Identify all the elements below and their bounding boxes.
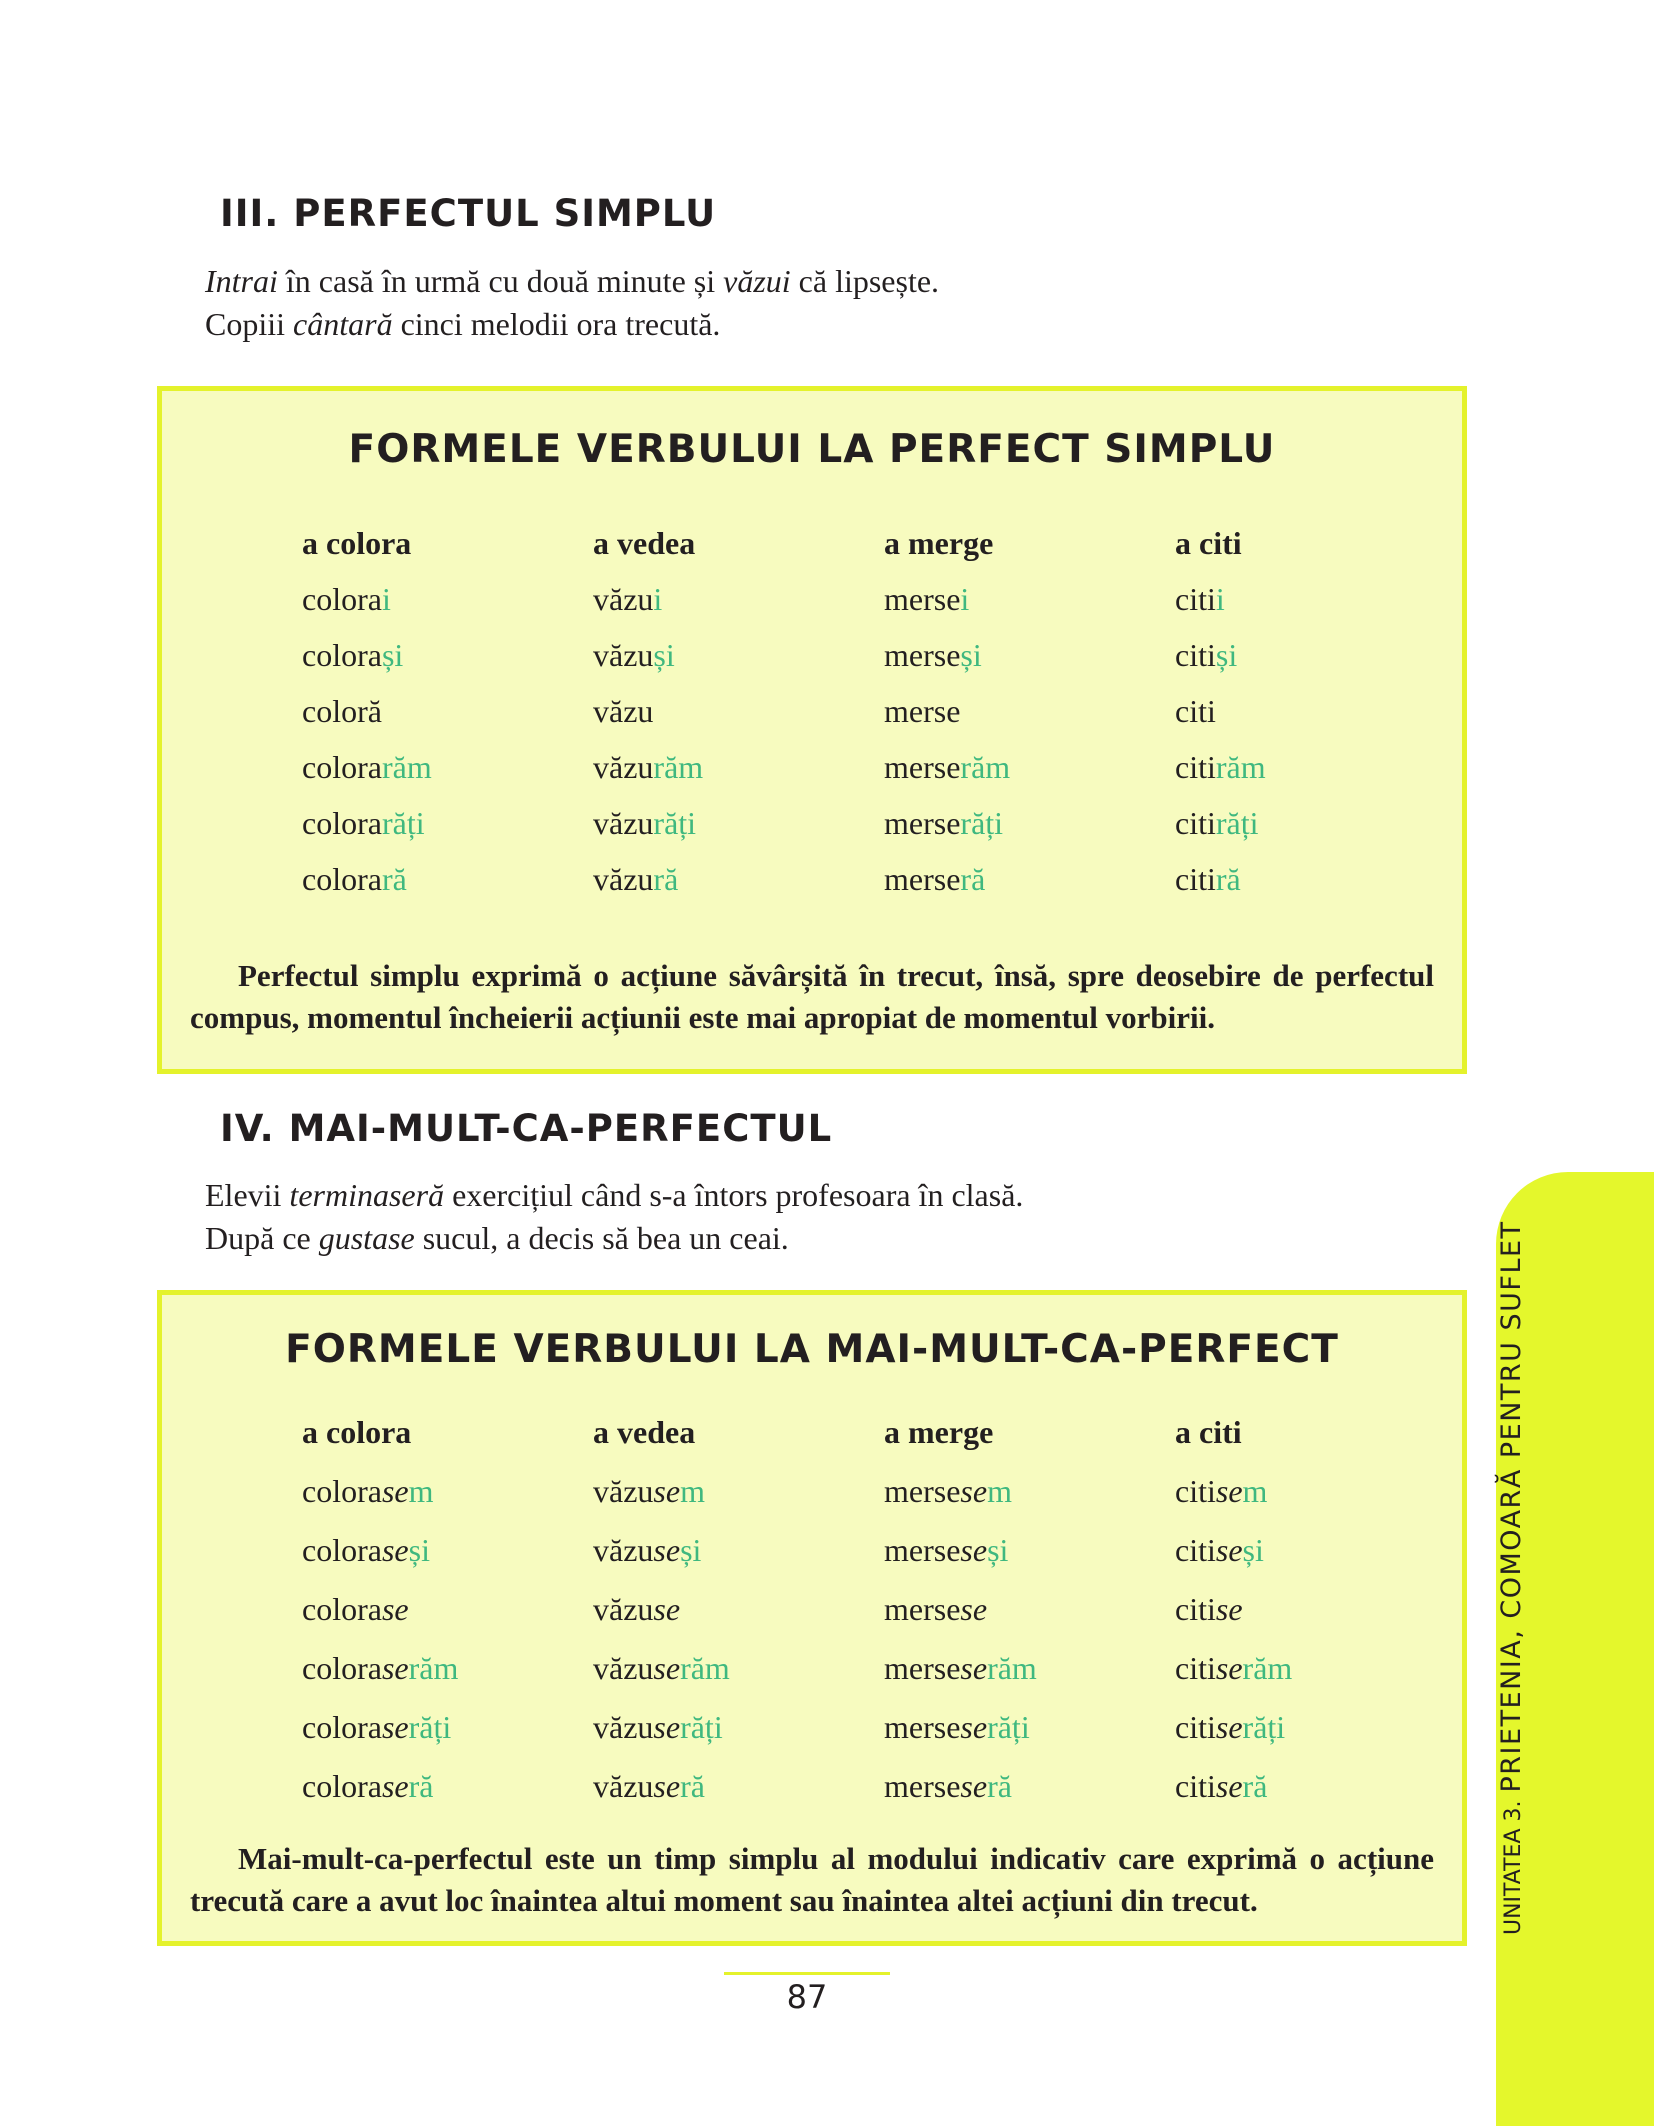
text-run: citi (1175, 1591, 1216, 1627)
italic-term: se (381, 1768, 409, 1804)
verb-ending: și (1215, 637, 1238, 673)
verb-ending: răm (1215, 749, 1266, 785)
text-run: văzu (593, 1709, 654, 1745)
text-run: văzu (593, 805, 654, 841)
verb-ending: și (1242, 1532, 1264, 1568)
verb-form (593, 739, 884, 795)
text-run: citi (1175, 1709, 1216, 1745)
verb-ending: răm (1242, 1650, 1293, 1686)
verb-ending: răți (1242, 1709, 1286, 1745)
text-run: văzu (593, 1473, 654, 1509)
italic-term: se (1215, 1709, 1243, 1745)
italic-term: se (381, 1591, 409, 1627)
verb-ending: i (653, 581, 663, 617)
italic-term: se (1215, 1591, 1243, 1627)
verb-form (884, 1462, 1175, 1521)
verb-ending: răți (987, 1709, 1030, 1745)
verb-ending: ră (680, 1768, 705, 1804)
italic-term: se (1215, 1473, 1243, 1509)
verb-form (1175, 1521, 1462, 1580)
column-header: a colora (302, 525, 412, 561)
verb-form (1175, 739, 1462, 795)
italic-term: se (960, 1768, 988, 1804)
verb-ending: răți (408, 1709, 452, 1745)
conjugation-table (302, 1403, 1462, 1816)
column-header: a citi (1175, 525, 1242, 561)
text-run: văzu (593, 1532, 654, 1568)
text-run: văzu (593, 749, 654, 785)
verb-form (302, 571, 593, 627)
column-header: a merge (884, 1414, 994, 1450)
text-run: citi (1175, 637, 1216, 673)
text-run: văzu (593, 637, 654, 673)
verb-form (593, 1521, 884, 1580)
text-run: colora (302, 1532, 382, 1568)
section-3-examples (205, 260, 939, 346)
text-run: colora (302, 1473, 382, 1509)
unit-theme: PRIETENIA, COMOARĂ PENTRU SUFLET (1496, 1220, 1527, 1793)
text-run: colora (302, 1768, 382, 1804)
column-header: a vedea (593, 1414, 696, 1450)
text-run: merse (884, 1473, 961, 1509)
verb-ending: ră (987, 1768, 1012, 1804)
column-header: a vedea (593, 525, 696, 561)
text-run: exercițiul când s-a întors profesoara în clasă. (444, 1177, 1024, 1213)
page-number: 87 (786, 1978, 828, 2016)
verb-form (302, 739, 593, 795)
text-run: merse (884, 581, 961, 617)
italic-term: se (381, 1709, 409, 1745)
verb-form (1175, 851, 1462, 907)
text-run: colora (302, 581, 382, 617)
verb-form (1175, 571, 1462, 627)
text-run: văzu (593, 1591, 654, 1627)
text-run: Copiii (205, 306, 294, 342)
italic-term: se (960, 1591, 988, 1627)
text-run: După ce (205, 1220, 319, 1256)
verb-form (884, 1698, 1175, 1757)
text-run: cinci melodii ora trecută. (392, 306, 721, 342)
italic-term: se (960, 1650, 988, 1686)
text-run: merse (884, 1591, 961, 1627)
verb-ending: și (408, 1532, 430, 1568)
verb-form (302, 1580, 593, 1639)
verb-ending: și (653, 637, 675, 673)
text-run: citi (1175, 581, 1216, 617)
page-number-rule (724, 1972, 890, 1975)
verb-ending: răm (653, 749, 704, 785)
italic-term: se (381, 1532, 409, 1568)
text-run: colora (302, 861, 382, 897)
verb-form (302, 1462, 593, 1521)
verb-form (1175, 1639, 1462, 1698)
example-sentence (205, 1174, 1023, 1217)
verb-form (884, 1580, 1175, 1639)
text-run: citi (1175, 1473, 1216, 1509)
verb-ending: ră (1215, 861, 1241, 897)
text-run: citi (1175, 693, 1216, 729)
mai-mult-ca-perfect-box (157, 1290, 1467, 1946)
verb-ending: ră (653, 861, 679, 897)
verb-form (593, 1580, 884, 1639)
verb-form (884, 795, 1175, 851)
italic-term: cântară (293, 306, 393, 342)
verb-ending: și (680, 1532, 702, 1568)
verb-ending: răm (987, 1650, 1037, 1686)
verb-form (1175, 1757, 1462, 1816)
verb-form (884, 1757, 1175, 1816)
italic-term: se (653, 1591, 681, 1627)
verb-ending: răți (680, 1709, 723, 1745)
italic-term: se (653, 1650, 681, 1686)
verb-ending: m (680, 1473, 705, 1509)
text-run: sucul, a decis să bea un ceai. (414, 1220, 789, 1256)
text-run: colora (302, 1709, 382, 1745)
box-title: FORMELE VERBULUI LA PERFECT SIMPLU (348, 427, 1276, 472)
verb-ending: ră (960, 861, 986, 897)
verb-form (884, 627, 1175, 683)
perfect-simplu-box (157, 386, 1467, 1074)
text-run: merse (884, 861, 961, 897)
verb-form (593, 1698, 884, 1757)
italic-term: se (1215, 1532, 1243, 1568)
text-run: merse (884, 805, 961, 841)
text-run: merse (884, 1650, 961, 1686)
verb-form (884, 1521, 1175, 1580)
text-run: colora (302, 637, 382, 673)
italic-term: se (381, 1473, 409, 1509)
text-run: văzu (593, 1650, 654, 1686)
text-run: citi (1175, 749, 1216, 785)
text-run: văzu (593, 693, 654, 729)
italic-term: se (1215, 1650, 1243, 1686)
verb-ending: i (960, 581, 970, 617)
verb-ending: răm (381, 749, 432, 785)
verb-form (593, 851, 884, 907)
italic-term: se (960, 1473, 988, 1509)
text-run: merse (884, 637, 961, 673)
verb-ending: și (381, 637, 404, 673)
text-run: văzu (593, 861, 654, 897)
verb-form (302, 1698, 593, 1757)
verb-form (884, 1639, 1175, 1698)
verb-ending: răți (653, 805, 697, 841)
italic-term: gustase (318, 1220, 415, 1256)
column-header: a colora (302, 1414, 412, 1450)
verb-ending: ră (408, 1768, 434, 1804)
verb-ending: ră (381, 861, 407, 897)
text-run: în casă în urmă cu două minute și (277, 263, 724, 299)
verb-form (302, 1757, 593, 1816)
verb-form (302, 1521, 593, 1580)
italic-term: se (1215, 1768, 1243, 1804)
verb-form (302, 683, 593, 739)
verb-form (593, 1462, 884, 1521)
italic-term: văzui (723, 263, 791, 299)
verb-ending: i (1215, 581, 1225, 617)
verb-ending: răm (960, 749, 1011, 785)
italic-term: se (653, 1473, 681, 1509)
verb-form (1175, 1698, 1462, 1757)
text-run: colora (302, 1650, 382, 1686)
verb-form (593, 683, 884, 739)
text-run: merse (884, 693, 961, 729)
verb-ending: răți (381, 805, 425, 841)
column-header: a merge (884, 525, 994, 561)
verb-form (302, 851, 593, 907)
section-4-examples (205, 1174, 1023, 1260)
text-run: coloră (302, 693, 382, 729)
example-sentence (205, 1217, 1023, 1260)
verb-form (593, 795, 884, 851)
text-run: Elevii (205, 1177, 290, 1213)
unit-side-label (1487, 1195, 1537, 1935)
verb-form (593, 627, 884, 683)
verb-ending: răți (1215, 805, 1259, 841)
verb-form (884, 851, 1175, 907)
conjugation-table (302, 515, 1462, 907)
verb-ending: răm (408, 1650, 459, 1686)
text-run: colora (302, 805, 382, 841)
verb-form (302, 1639, 593, 1698)
verb-ending: i (381, 581, 391, 617)
verb-form (1175, 1462, 1462, 1521)
text-run: merse (884, 1768, 961, 1804)
text-run: colora (302, 1591, 382, 1627)
italic-term: terminaseră (289, 1177, 445, 1213)
italic-term: se (653, 1532, 681, 1568)
verb-ending: m (408, 1473, 434, 1509)
italic-term: se (960, 1532, 988, 1568)
italic-term: Intrai (205, 263, 278, 299)
column-header: a citi (1175, 1414, 1242, 1450)
verb-form (884, 571, 1175, 627)
verb-form (593, 1639, 884, 1698)
unit-number: UNITATEA 3. (1501, 1800, 1526, 1935)
section-4-heading: IV. MAI-MULT-CA-PERFECTUL (220, 1107, 833, 1150)
definition-note: Mai-mult-ca-perfectul este un timp simplu al modului indicativ care exprimă o acțiune trecută care a avut loc înaintea altui moment sau înaintea altei acțiuni din trecut. (190, 1841, 1434, 1918)
verb-form (1175, 1580, 1462, 1639)
text-run: citi (1175, 1768, 1216, 1804)
verb-form (593, 571, 884, 627)
verb-form (1175, 627, 1462, 683)
verb-ending: răți (960, 805, 1004, 841)
text-run: citi (1175, 1650, 1216, 1686)
italic-term: se (653, 1768, 681, 1804)
text-run: merse (884, 1532, 961, 1568)
verb-ending: m (987, 1473, 1012, 1509)
verb-ending: și (960, 637, 982, 673)
verb-form (884, 739, 1175, 795)
text-run: colora (302, 749, 382, 785)
text-run: citi (1175, 861, 1216, 897)
verb-form (1175, 795, 1462, 851)
text-run: văzu (593, 1768, 654, 1804)
section-3-heading: III. PERFECTUL SIMPLU (220, 192, 717, 235)
verb-ending: ră (1242, 1768, 1268, 1804)
verb-form (593, 1757, 884, 1816)
text-run: merse (884, 749, 961, 785)
italic-term: se (653, 1709, 681, 1745)
verb-form (302, 795, 593, 851)
verb-form (1175, 683, 1462, 739)
verb-form (884, 683, 1175, 739)
verb-ending: m (1242, 1473, 1268, 1509)
italic-term: se (381, 1650, 409, 1686)
verb-ending: și (987, 1532, 1009, 1568)
example-sentence (205, 303, 939, 346)
italic-term: se (960, 1709, 988, 1745)
verb-ending: răm (680, 1650, 730, 1686)
text-run: citi (1175, 1532, 1216, 1568)
box-title: FORMELE VERBULUI LA MAI-MULT-CA-PERFECT (285, 1327, 1339, 1372)
text-run: văzu (593, 581, 654, 617)
definition-note: Perfectul simplu exprimă o acțiune săvârșită în trecut, însă, spre deosebire de perfectul compus, momentul încheierii acțiunii este mai apropiat de momentul vorbirii. (190, 958, 1434, 1035)
text-run: citi (1175, 805, 1216, 841)
text-run: că lipsește. (790, 263, 940, 299)
text-run: merse (884, 1709, 961, 1745)
example-sentence (205, 260, 939, 303)
verb-form (302, 627, 593, 683)
